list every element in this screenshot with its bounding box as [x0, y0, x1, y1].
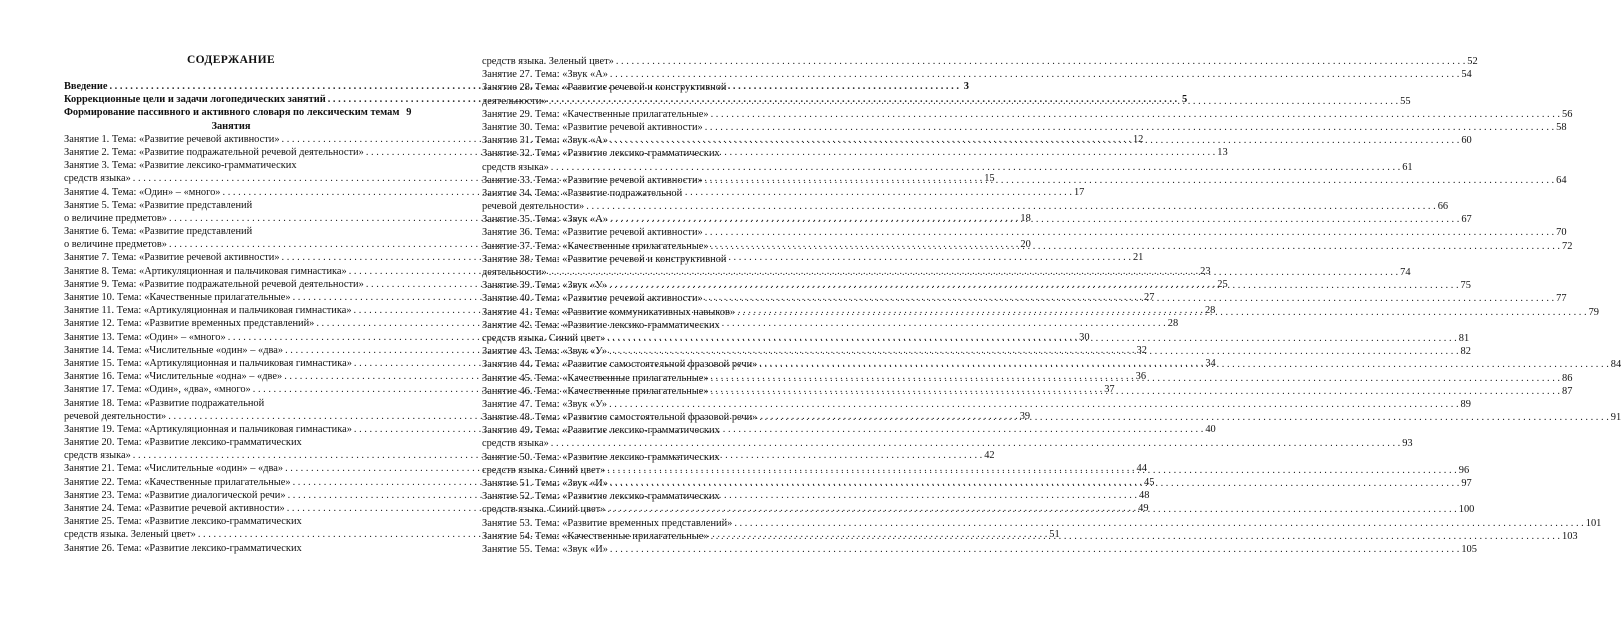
- toc-page-number: 40: [1205, 423, 1216, 435]
- toc-entry-text: Занятие 46. Тема: «Качественные прилагательные»: [482, 385, 709, 397]
- toc-page-number: 48: [1139, 489, 1150, 501]
- toc-entry-text: Занятие 31. Тема: «Звук «А»: [482, 135, 608, 147]
- toc-entry-text: речевой деятельности»: [482, 201, 585, 213]
- toc-leader-dots: [551, 437, 1400, 450]
- toc-leader-dots: [609, 279, 1458, 292]
- toc-entry: [482, 424, 816, 437]
- toc-leader-dots: [610, 134, 1459, 147]
- toc-entry: [482, 68, 1472, 81]
- toc-entry-text: Занятие 33. Тема: «Развитие речевой активности»: [482, 174, 703, 186]
- toc-leader-dots: [759, 358, 1608, 371]
- toc-entry: [482, 200, 1449, 213]
- toc-leader-dots: [549, 266, 1398, 279]
- toc-entry-text: Занятие 21. Тема: «Числительные «один» – «два»: [64, 463, 284, 475]
- toc-page-number: 75: [1460, 280, 1471, 292]
- toc-page-number: 32: [1136, 344, 1147, 356]
- toc-page-number: 89: [1460, 398, 1471, 410]
- toc-entry-text: Занятие 50. Тема: «Развитие лексико-грамматических: [482, 451, 720, 463]
- toc-entry-text: Занятие 37. Тема: «Качественные прилагательные»: [482, 240, 709, 252]
- toc-leader-dots: [711, 240, 1560, 253]
- toc-page-number: 37: [1104, 384, 1115, 396]
- toc-entry-text: Коррекционные цели и задачи логопедических занятий: [64, 94, 326, 106]
- toc-entry-text: Занятие 14. Тема: «Числительные «один» – «два»: [64, 344, 284, 356]
- toc-page-number: 23: [1200, 265, 1211, 277]
- toc-page-number: 25: [1217, 278, 1228, 290]
- toc-entry-text: Занятие 13. Тема: «Один» – «много»: [64, 331, 226, 343]
- toc-entry-text: Занятие 8. Тема: «Артикуляционная и пальчиковая гимнастика»: [64, 265, 347, 277]
- toc-entry: [482, 161, 1413, 174]
- toc-entry-text: Занятие 30. Тема: «Развитие речевой активности»: [482, 121, 703, 133]
- toc-page-number: 91: [1610, 412, 1621, 424]
- toc-page-number: 44: [1136, 463, 1147, 475]
- toc-entry-text: Введение: [64, 81, 108, 92]
- toc-entry-text: Занятие 42. Тема: «Развитие лексико-грамматических: [482, 319, 720, 331]
- toc-entry-text: Занятие 12. Тема: «Развитие временных представлений»: [64, 318, 315, 330]
- toc-entry-text: Занятие 52. Тема: «Развитие лексико-грамматических: [482, 491, 720, 503]
- toc-page-number: 60: [1461, 135, 1472, 147]
- toc-entry-text: Занятие 39. Тема: «Звук «У»: [482, 280, 608, 292]
- toc-entry-text: Занятие 54. Тема: «Качественные прилагательные»: [482, 530, 709, 542]
- toc-page-number: 3: [963, 81, 969, 92]
- toc-leader-dots: [705, 121, 1554, 134]
- toc-entry-text: Занятие 19. Тема: «Артикуляционная и пальчиковая гимнастика»: [64, 423, 352, 435]
- toc-entry: [482, 121, 1567, 134]
- toc-entry-text: речевой деятельности»: [64, 410, 167, 422]
- toc-leader-dots: [586, 200, 1435, 213]
- toc-page-number: 21: [1132, 252, 1144, 264]
- toc-title: СОДЕРЖАНИЕ: [186, 54, 276, 66]
- toc-entry-text: деятельности»: [482, 95, 547, 107]
- toc-entry: [482, 398, 1471, 411]
- toc-entry-text: средств языка. Синий цвет»: [482, 504, 606, 516]
- toc-entry: [64, 106, 412, 119]
- toc-leader-dots: [609, 345, 1458, 358]
- toc-page-number: 13: [1217, 146, 1228, 158]
- toc-page-number: 100: [1458, 504, 1475, 516]
- toc-leader-dots: [610, 543, 1459, 556]
- toc-page-number: 84: [1610, 359, 1621, 371]
- toc-page-number: 66: [1437, 201, 1449, 213]
- toc-entry-text: Занятие 55. Тема: «Звук «И»: [482, 543, 608, 555]
- toc-entry-text: Занятие 9. Тема: «Развитие подражательной речевой деятельности»: [64, 278, 364, 290]
- toc-entry-text: Занятие 3. Тема: «Развитие лексико-грамматических: [64, 160, 297, 172]
- toc-leader-dots: [711, 108, 1560, 121]
- toc-entry-text: Занятие 11. Тема: «Артикуляционная и пальчиковая гимнастика»: [64, 305, 352, 317]
- toc-page-number: 12: [1132, 133, 1144, 145]
- toc-entry-text: Занятие 44. Тема: «Развитие самостоятельной фразовой речи»: [482, 359, 758, 371]
- toc-leader-dots: [551, 161, 1400, 174]
- toc-page-number: 87: [1562, 385, 1573, 397]
- toc-leader-dots: [711, 385, 1560, 398]
- toc-leader-dots: [607, 503, 1456, 516]
- toc-entry: [482, 253, 816, 266]
- toc-entry-text: средств языка. Синий цвет»: [482, 464, 606, 476]
- toc-entry: [482, 319, 816, 332]
- toc-entry-text: Занятие 28. Тема: «Развитие речевой и конструктивной: [482, 82, 727, 94]
- toc-entry-text: Занятие 5. Тема: «Развитие представлений: [64, 199, 253, 211]
- toc-entry-text: Формирование пассивного и активного словаря по лексическим темам: [64, 107, 400, 119]
- toc-entry: [482, 517, 1602, 530]
- toc-entry-text: Занятие 32. Тема: «Развитие лексико-грамматических: [482, 148, 720, 160]
- toc-entry: [482, 490, 816, 503]
- toc-entry: [64, 159, 398, 172]
- toc-page-number: 34: [1205, 357, 1216, 369]
- toc-entry-text: Занятие 16. Тема: «Числительные «одна» – «две»: [64, 371, 283, 383]
- toc-page-number: 45: [1144, 476, 1155, 488]
- toc-page-number: 70: [1556, 227, 1567, 239]
- toc-entry-text: средств языка. Зеленый цвет»: [482, 56, 614, 67]
- toc-leader-dots: [705, 292, 1554, 305]
- toc-entry-text: деятельности»: [482, 267, 547, 278]
- toc-entry-text: Занятие 49. Тема: «Развитие лексико-грамматических: [482, 425, 720, 437]
- toc-page-number: 103: [1562, 530, 1578, 542]
- toc-page-number: 18: [1020, 212, 1031, 224]
- toc-page-number: 79: [1588, 306, 1599, 318]
- toc-page-number: 81: [1458, 332, 1470, 344]
- toc-page-number: 51: [1049, 529, 1060, 541]
- toc-entry: [482, 108, 1573, 121]
- toc-entry-text: Занятие 1. Тема: «Развитие речевой активности»: [64, 133, 280, 145]
- toc-page-number: 105: [1461, 543, 1477, 555]
- toc-entry: [64, 436, 398, 449]
- toc-entry-text: Занятие 18. Тема: «Развитие подражательной: [64, 397, 265, 409]
- toc-page-number: 36: [1135, 371, 1147, 383]
- toc-page-number: 39: [1019, 410, 1031, 422]
- toc-entry-text: Занятие 53. Тема: «Развитие временных представлений»: [482, 517, 733, 529]
- toc-entry-text: Занятие 10. Тема: «Качественные прилагательные»: [64, 292, 291, 303]
- toc-leader-dots: [607, 332, 1456, 345]
- toc-entry-text: Занятие 35. Тема: «Звук «А»: [482, 214, 608, 226]
- toc-page-number: 74: [1400, 267, 1411, 278]
- toc-page-number: 54: [1461, 69, 1472, 81]
- toc-entry-text: средств языка»: [482, 161, 549, 173]
- toc-entry: [64, 515, 398, 528]
- toc-page-number: 55: [1400, 95, 1411, 107]
- toc-entry-text: Занятие 38. Тема: «Развитие речевой и конструктивной: [482, 253, 727, 265]
- toc-entry-text: Занятие 17. Тема: «Один», «два», «много»: [64, 384, 251, 396]
- toc-entry-text: Занятия: [211, 120, 251, 132]
- toc-page-number: 67: [1461, 214, 1472, 226]
- toc-leader-dots: [610, 477, 1459, 490]
- toc-entry-text: средств языка. Синий цвет»: [482, 332, 606, 344]
- toc-entry-text: о величине предметов»: [64, 212, 167, 224]
- toc-page-number: 42: [984, 450, 995, 462]
- toc-entry: [482, 437, 1413, 450]
- toc-entry-text: Занятие 25. Тема: «Развитие лексико-грамматических: [64, 516, 302, 528]
- toc-page-number: 93: [1402, 438, 1413, 450]
- toc-page-number: 49: [1138, 503, 1149, 514]
- toc-entry-text: Занятие 34. Тема: «Развитие подражательной: [482, 187, 683, 199]
- toc-entry-text: Занятие 7. Тема: «Развитие речевой активности»: [64, 252, 280, 264]
- toc-entry-text: Занятие 26. Тема: «Развитие лексико-грамматических: [64, 542, 302, 554]
- toc-page-number: 27: [1144, 292, 1155, 303]
- toc-leader-dots: [607, 464, 1456, 477]
- toc-leader-dots: [609, 398, 1458, 411]
- toc-page-number: 56: [1562, 108, 1573, 120]
- toc-entry: [64, 397, 398, 410]
- toc-page-number: 77: [1556, 293, 1567, 305]
- toc-page-number: 72: [1562, 240, 1573, 252]
- toc-entry-text: Занятие 20. Тема: «Развитие лексико-грамматических: [64, 437, 302, 449]
- toc-entry-text: средств языка»: [64, 173, 131, 185]
- toc-entry: [64, 542, 398, 555]
- toc-page-number: 58: [1556, 121, 1567, 133]
- toc-page-number: 86: [1562, 372, 1573, 384]
- toc-page-number: 28: [1167, 318, 1179, 330]
- toc-entry-text: о величине предметов»: [64, 239, 167, 251]
- toc-entry: [482, 147, 816, 160]
- toc-page-number: 82: [1460, 346, 1471, 358]
- toc-entry: [482, 226, 1567, 239]
- toc-leader-dots: [734, 517, 1583, 530]
- toc-entry-text: Занятие 23. Тема: «Развитие диалогической речи»: [64, 489, 286, 501]
- toc-page-number: 30: [1079, 331, 1090, 343]
- toc-page-number: 20: [1020, 239, 1031, 251]
- toc-leader-dots: [711, 530, 1560, 543]
- toc-entry-text: Занятие 2. Тема: «Развитие подражательной речевой деятельности»: [64, 146, 364, 158]
- toc-leader-dots: [610, 68, 1459, 81]
- toc-leader-dots: [705, 226, 1554, 239]
- toc-entry-text: Занятие 6. Тема: «Развитие представлений: [64, 226, 253, 238]
- toc-entry-text: Занятие 40. Тема: «Развитие речевой активности»: [482, 293, 703, 305]
- toc-leader-dots: [610, 213, 1459, 226]
- toc-entry-text: Занятие 22. Тема: «Качественные прилагательные»: [64, 476, 291, 488]
- toc-leader-dots: [705, 174, 1554, 187]
- toc-page-number: 15: [984, 173, 995, 185]
- toc-entry: [482, 55, 1478, 68]
- toc-page-number: 9: [406, 107, 412, 119]
- toc-entry-text: средств языка»: [482, 438, 549, 450]
- toc-entry-text: Занятие 45. Тема: «Качественные прилагательные»: [482, 372, 709, 384]
- toc-page-number: 97: [1461, 478, 1472, 489]
- toc-entry-text: Занятие 41. Тема: «Развитие коммуникативных навыков»: [482, 306, 736, 318]
- toc-entry: [64, 199, 398, 212]
- toc-entry-text: Занятие 24. Тема: «Развитие речевой активности»: [64, 503, 285, 514]
- toc-entry-text: Занятие 43. Тема: «Звук «У»: [482, 346, 608, 358]
- toc-entry-text: Занятие 4. Тема: «Один» – «много»: [64, 186, 221, 198]
- toc-entry: [482, 543, 1477, 556]
- toc-entry-text: средств языка»: [64, 450, 131, 462]
- toc-entry: [482, 81, 816, 94]
- toc-leader-dots: [759, 411, 1608, 424]
- toc-page-number: 101: [1585, 517, 1602, 529]
- toc-section-heading: [64, 120, 398, 133]
- toc-entry-text: Занятие 36. Тема: «Развитие речевой активности»: [482, 227, 703, 239]
- toc-page-number: 5: [1181, 94, 1188, 106]
- toc-page-number: 96: [1458, 464, 1470, 476]
- toc-entry: [482, 451, 816, 464]
- toc-page-number: 17: [1073, 186, 1085, 198]
- toc-entry-text: средств языка. Зеленый цвет»: [64, 529, 196, 541]
- toc-page-number: 28: [1204, 305, 1216, 317]
- toc-entry-text: Занятие 29. Тема: «Качественные прилагательные»: [482, 108, 709, 120]
- toc-entry-text: Занятие 51. Тема: «Звук «И»: [482, 478, 608, 489]
- toc-entry-text: Занятие 47. Тема: «Звук «У»: [482, 398, 608, 410]
- toc-leader-dots: [549, 95, 1398, 108]
- toc-leader-dots: [711, 372, 1560, 385]
- toc-entry-text: Занятие 15. Тема: «Артикуляционная и пальчиковая гимнастика»: [64, 357, 352, 369]
- toc-leader-dots: [737, 306, 1586, 319]
- toc-entry: [482, 187, 816, 200]
- toc-leader-dots: [616, 55, 1465, 68]
- toc-entry: [482, 95, 1411, 108]
- toc-page-number: 64: [1556, 174, 1567, 186]
- toc-entry-text: Занятие 48. Тема: «Развитие самостоятельной фразовой речи»: [482, 412, 758, 424]
- toc-page-number: 61: [1402, 161, 1413, 173]
- toc-page-number: 52: [1467, 56, 1478, 67]
- toc-entry-text: Занятие 27. Тема: «Звук «А»: [482, 69, 608, 81]
- toc-entry: [64, 225, 398, 238]
